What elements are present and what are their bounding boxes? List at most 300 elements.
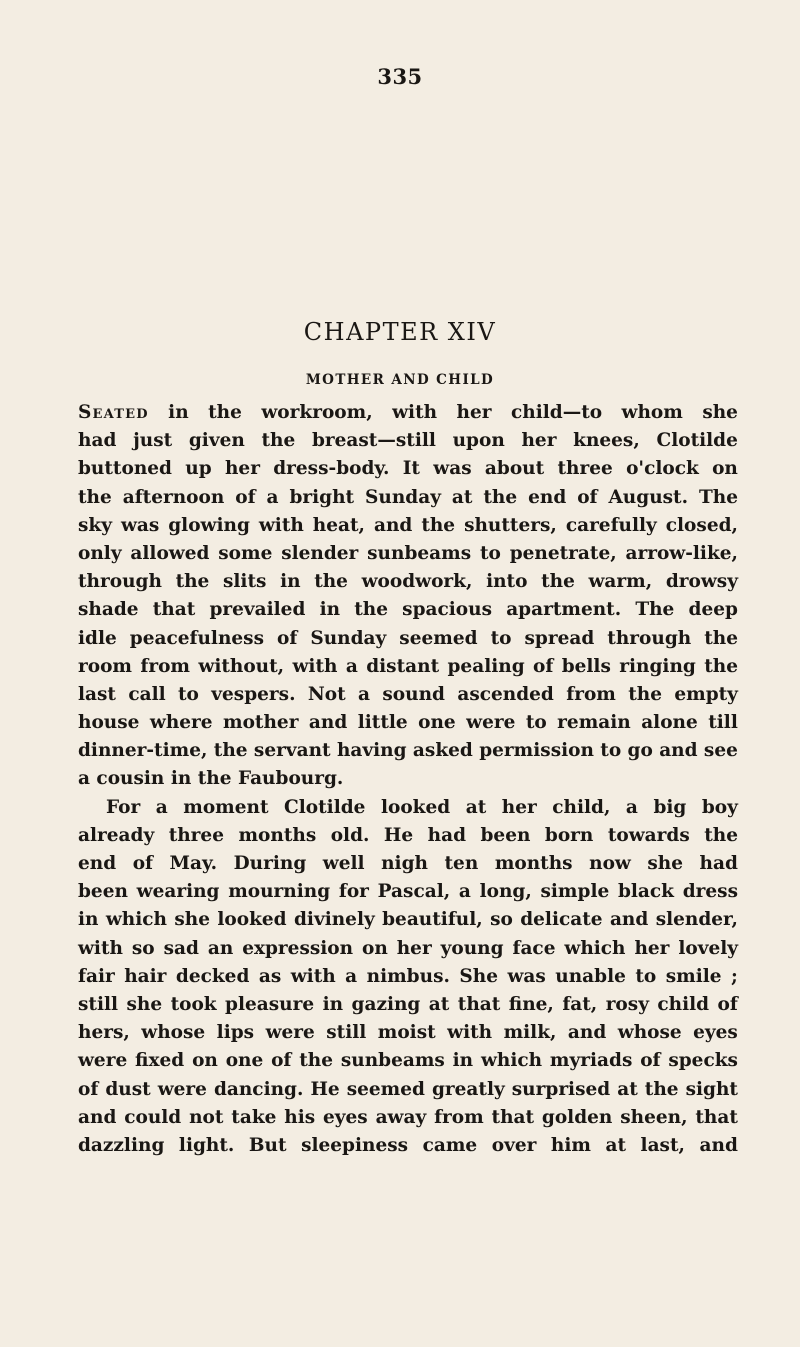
word: so — [131, 937, 155, 959]
text-line — [78, 878, 738, 906]
word: she — [702, 402, 738, 423]
word: now — [589, 853, 631, 874]
word: and — [609, 909, 649, 931]
word: without, — [198, 655, 285, 677]
word: specks — [668, 1050, 738, 1072]
word: a — [266, 486, 279, 508]
word: was — [120, 514, 160, 536]
word: fair — [78, 965, 115, 987]
word: and — [78, 1106, 117, 1128]
word: not — [189, 1106, 224, 1128]
word: with — [292, 655, 338, 677]
word: Clotilde — [656, 430, 738, 452]
word: the — [354, 599, 388, 621]
text-line — [78, 427, 738, 455]
word: the — [644, 1078, 679, 1100]
word: came — [422, 1134, 478, 1156]
word: her — [634, 937, 670, 959]
word: child, — [552, 796, 611, 818]
word: in — [452, 1050, 474, 1072]
text-line — [78, 455, 738, 483]
word: She — [459, 965, 498, 987]
word: August. — [608, 486, 689, 508]
body-text — [78, 399, 738, 1160]
word: just — [133, 430, 173, 452]
word: The — [635, 599, 675, 621]
word: were — [265, 1022, 315, 1044]
text-line — [78, 540, 738, 568]
text-line — [78, 625, 738, 653]
word: slender, — [655, 909, 738, 931]
word: the — [175, 571, 210, 593]
word: the — [78, 486, 112, 508]
text-line — [78, 681, 738, 709]
word: bells — [561, 655, 611, 677]
word: shade — [78, 599, 139, 621]
word: were — [466, 712, 516, 734]
word: at — [605, 1134, 627, 1156]
text-line — [78, 596, 738, 624]
text-line — [78, 963, 738, 991]
word: to — [479, 542, 501, 564]
word: glowing — [168, 514, 250, 536]
word: long, — [479, 881, 532, 903]
word: of — [78, 1078, 99, 1100]
word: prevailed — [209, 599, 306, 621]
word: which — [105, 909, 167, 931]
word: to — [600, 740, 622, 762]
word: from — [566, 683, 616, 705]
word: fixed — [135, 1050, 185, 1072]
word: through — [78, 571, 162, 593]
word: of — [717, 993, 738, 1015]
word: the — [704, 627, 738, 649]
word: three — [557, 458, 613, 480]
word: a — [155, 796, 168, 818]
word: dress — [682, 881, 738, 903]
word: that — [695, 1106, 738, 1128]
word: smile — [665, 965, 722, 987]
word: house — [78, 712, 140, 734]
word: slender — [281, 542, 359, 564]
word: Sunday — [365, 486, 441, 508]
word: greatly — [431, 1078, 505, 1100]
word: go — [627, 740, 653, 762]
word: bright — [289, 486, 355, 508]
word: seemed — [399, 627, 478, 649]
word: on — [362, 937, 388, 959]
word: beautiful, — [382, 909, 483, 931]
word: three — [168, 824, 224, 846]
word: had — [699, 853, 738, 874]
word: that — [457, 993, 501, 1015]
word: allowed — [130, 542, 210, 564]
word: sunbeams — [340, 1050, 445, 1072]
word: which — [564, 937, 626, 959]
word: ; — [731, 965, 738, 987]
word: old. — [330, 824, 370, 846]
word: of — [271, 1050, 292, 1072]
word: still — [326, 1022, 367, 1044]
word: wearing — [136, 881, 220, 903]
word: the — [704, 655, 738, 677]
word: a — [345, 965, 358, 987]
word: with — [258, 514, 304, 536]
word: given — [188, 430, 245, 452]
word: till — [708, 712, 738, 734]
word: the — [299, 1050, 333, 1072]
word: mother — [223, 712, 299, 734]
word: nigh — [381, 853, 428, 874]
word: mourning — [228, 881, 331, 903]
word: with — [78, 937, 123, 959]
word: pleasure — [225, 993, 315, 1015]
word: carefully — [565, 514, 657, 536]
word: with — [392, 402, 438, 423]
word: looked — [380, 796, 451, 818]
word: about — [484, 458, 545, 480]
word: Not — [307, 683, 346, 705]
word: child—to — [510, 402, 603, 423]
word: from — [434, 1106, 484, 1128]
word: lips — [216, 1022, 255, 1044]
word: heat, — [312, 514, 365, 536]
word: For — [106, 796, 141, 818]
word: months — [494, 853, 573, 874]
text-line — [78, 1132, 738, 1160]
word: fine, — [508, 993, 554, 1015]
word: as — [258, 965, 282, 987]
word: been — [78, 881, 128, 903]
text-line — [78, 765, 738, 793]
word: o'clock — [626, 458, 699, 480]
word: the — [213, 740, 248, 762]
word: so — [490, 909, 513, 931]
text-line — [78, 399, 738, 427]
word: with — [290, 965, 336, 987]
word: penetrate, — [509, 542, 617, 564]
word: dazzling — [78, 1134, 165, 1156]
word: the — [704, 824, 738, 846]
line-text: a cousin in the Faubourg. — [78, 768, 344, 790]
word: some — [218, 542, 273, 564]
word: an — [207, 937, 234, 959]
word: hair — [124, 965, 167, 987]
word: take — [231, 1106, 277, 1128]
word: black — [617, 881, 674, 903]
word: afternoon — [122, 486, 225, 508]
word: remain — [557, 712, 631, 734]
word: the — [208, 402, 242, 423]
word: in — [280, 571, 301, 593]
word: of — [277, 627, 298, 649]
word: of — [235, 486, 256, 508]
text-line — [78, 484, 738, 512]
word: little — [357, 712, 408, 734]
word: his — [284, 1106, 316, 1128]
word: her — [224, 458, 260, 480]
word: dinner-time, — [78, 740, 208, 762]
word: dancing. — [213, 1078, 304, 1100]
word: myriads — [549, 1050, 633, 1072]
word: big — [653, 796, 687, 818]
word: on — [192, 1050, 218, 1072]
text-line — [78, 935, 738, 963]
word: in — [319, 599, 341, 621]
word: were — [157, 1078, 207, 1100]
word: moment — [183, 796, 269, 818]
word: one — [418, 712, 456, 734]
word: sky — [78, 514, 112, 536]
text-line — [78, 709, 738, 737]
word: empty — [674, 683, 738, 705]
word: a — [358, 683, 371, 705]
word: born — [544, 824, 594, 846]
word: young — [440, 937, 504, 959]
word: arrow-like, — [625, 542, 738, 564]
word: which — [480, 1050, 543, 1072]
word: to — [635, 965, 657, 987]
word: boy — [701, 796, 738, 818]
word: Pascal, — [377, 881, 451, 903]
word: seemed — [346, 1078, 425, 1100]
word: in — [322, 993, 344, 1015]
word: and — [567, 1022, 607, 1044]
word: surprised — [511, 1078, 611, 1100]
word: was — [507, 965, 546, 987]
word: ascended — [457, 683, 554, 705]
word: a — [345, 655, 358, 677]
word: on — [712, 458, 738, 480]
word: lovely — [678, 937, 738, 959]
text-line — [78, 737, 738, 765]
word: delicate — [520, 909, 603, 931]
word: spacious — [402, 599, 493, 621]
word: But — [248, 1134, 287, 1156]
word: milk, — [503, 1022, 557, 1044]
word: vespers. — [211, 683, 296, 705]
word: slits — [222, 571, 267, 593]
lead-word: Seated — [78, 402, 149, 423]
word: her — [501, 796, 537, 818]
word: woodwork, — [361, 571, 473, 593]
word: alone — [641, 712, 698, 734]
word: and — [308, 712, 348, 734]
word: whose — [141, 1022, 206, 1044]
word: He — [310, 1078, 340, 1100]
word: the — [261, 430, 296, 452]
word: child — [657, 993, 710, 1015]
word: already — [78, 824, 155, 846]
text-line — [78, 794, 738, 822]
word: through — [607, 627, 692, 649]
word: the — [541, 571, 575, 593]
word: pealing — [447, 655, 525, 677]
word: moist — [377, 1022, 436, 1044]
word: breast—still — [311, 430, 436, 452]
word: last — [78, 683, 116, 705]
word: May. — [169, 853, 218, 874]
word: the — [483, 486, 518, 508]
word: face — [512, 937, 556, 959]
word: expression — [242, 937, 354, 959]
word: she — [174, 909, 210, 931]
text-line — [78, 1019, 738, 1047]
word: of — [577, 486, 598, 508]
word: golden — [541, 1106, 613, 1128]
word: with — [447, 1022, 493, 1044]
word: and — [659, 740, 698, 762]
word: into — [486, 571, 528, 593]
word: been — [480, 824, 531, 846]
text-line — [78, 991, 738, 1019]
word: of — [132, 853, 153, 874]
word: deep — [688, 599, 738, 621]
text-line — [78, 1047, 738, 1075]
word: a — [625, 796, 638, 818]
word: divinely — [293, 909, 375, 931]
word: she — [126, 993, 163, 1015]
word: a — [458, 881, 471, 903]
word: at — [451, 486, 473, 508]
word: from — [140, 655, 191, 677]
word: the — [628, 683, 662, 705]
word: eyes — [693, 1022, 738, 1044]
word: at — [428, 993, 450, 1015]
text-line — [78, 1076, 738, 1104]
word: took — [170, 993, 217, 1015]
word: still — [78, 993, 119, 1015]
word: Sunday — [310, 627, 387, 649]
text-line — [78, 512, 738, 540]
word: apartment. — [506, 599, 622, 621]
chapter-title: CHAPTER XIV — [303, 318, 497, 346]
word: peacefulness — [129, 627, 264, 649]
word: in — [168, 402, 189, 423]
word: where — [149, 712, 213, 734]
word: rosy — [605, 993, 649, 1015]
word: sheen, — [620, 1106, 688, 1128]
word: During — [233, 853, 307, 874]
word: ringing — [619, 655, 696, 677]
word: gazing — [351, 993, 421, 1015]
word: drowsy — [665, 571, 738, 593]
word: unable — [555, 965, 626, 987]
word: eyes — [323, 1106, 368, 1128]
word: over — [491, 1134, 537, 1156]
word: buttoned — [78, 458, 172, 480]
word: months — [238, 824, 317, 846]
word: asked — [412, 740, 473, 762]
word: her — [456, 402, 492, 423]
word: to — [178, 683, 199, 705]
word: It — [402, 458, 420, 480]
word: The — [698, 486, 738, 508]
word: had — [427, 824, 467, 846]
word: her — [521, 430, 557, 452]
word: was — [433, 458, 472, 480]
word: of — [640, 1050, 661, 1072]
word: see — [703, 740, 738, 762]
word: knees, — [573, 430, 640, 452]
word: for — [338, 881, 369, 903]
word: dust — [105, 1078, 151, 1100]
word: shutters, — [464, 514, 557, 536]
word: in — [78, 909, 99, 931]
text-line — [78, 822, 738, 850]
word: well — [322, 853, 365, 874]
word: hers, — [78, 1022, 130, 1044]
word: whose — [617, 1022, 682, 1044]
word: towards — [607, 824, 690, 846]
word: sight — [685, 1078, 738, 1100]
word: call — [128, 683, 166, 705]
text-line — [78, 1104, 738, 1132]
word: her — [396, 937, 432, 959]
word: fat, — [562, 993, 598, 1015]
chapter-subtitle: MOTHER AND CHILD — [305, 372, 495, 388]
word: sleepiness — [301, 1134, 409, 1156]
word: last, — [640, 1134, 685, 1156]
word: end — [78, 853, 117, 874]
word: workroom, — [261, 402, 373, 423]
word: idle — [78, 627, 117, 649]
word: to — [490, 627, 512, 649]
word: dress-body. — [273, 458, 390, 480]
word: away — [375, 1106, 427, 1128]
word: sunbeams — [367, 542, 472, 564]
word: only — [78, 542, 122, 564]
word: whom — [621, 402, 683, 423]
word: simple — [540, 881, 610, 903]
word: upon — [452, 430, 505, 452]
word: warm, — [588, 571, 653, 593]
word: nimbus. — [366, 965, 450, 987]
word: decked — [175, 965, 250, 987]
word: end — [528, 486, 567, 508]
word: one — [225, 1050, 264, 1072]
word: looked — [217, 909, 287, 931]
word: had — [78, 430, 117, 452]
word: of — [533, 655, 554, 677]
word: closed, — [665, 514, 738, 536]
word: and — [373, 514, 413, 536]
word: were — [78, 1050, 128, 1072]
word: and — [699, 1134, 738, 1156]
text-line — [78, 906, 738, 934]
word: at — [617, 1078, 638, 1100]
word: could — [124, 1106, 182, 1128]
word: Clotilde — [284, 796, 366, 818]
word: spread — [524, 627, 595, 649]
word: she — [647, 853, 684, 874]
word: the — [314, 571, 348, 593]
text-line — [78, 850, 738, 878]
word: distant — [366, 655, 440, 677]
word: at — [465, 796, 487, 818]
word: that — [152, 599, 196, 621]
word: servant — [253, 740, 331, 762]
word: having — [336, 740, 407, 762]
word: to — [525, 712, 547, 734]
word: that — [491, 1106, 535, 1128]
page-number: 335 — [377, 64, 423, 89]
word: sad — [163, 937, 199, 959]
word: light. — [178, 1134, 235, 1156]
text-line — [78, 568, 738, 596]
word: permission — [479, 740, 594, 762]
word: the — [421, 514, 456, 536]
